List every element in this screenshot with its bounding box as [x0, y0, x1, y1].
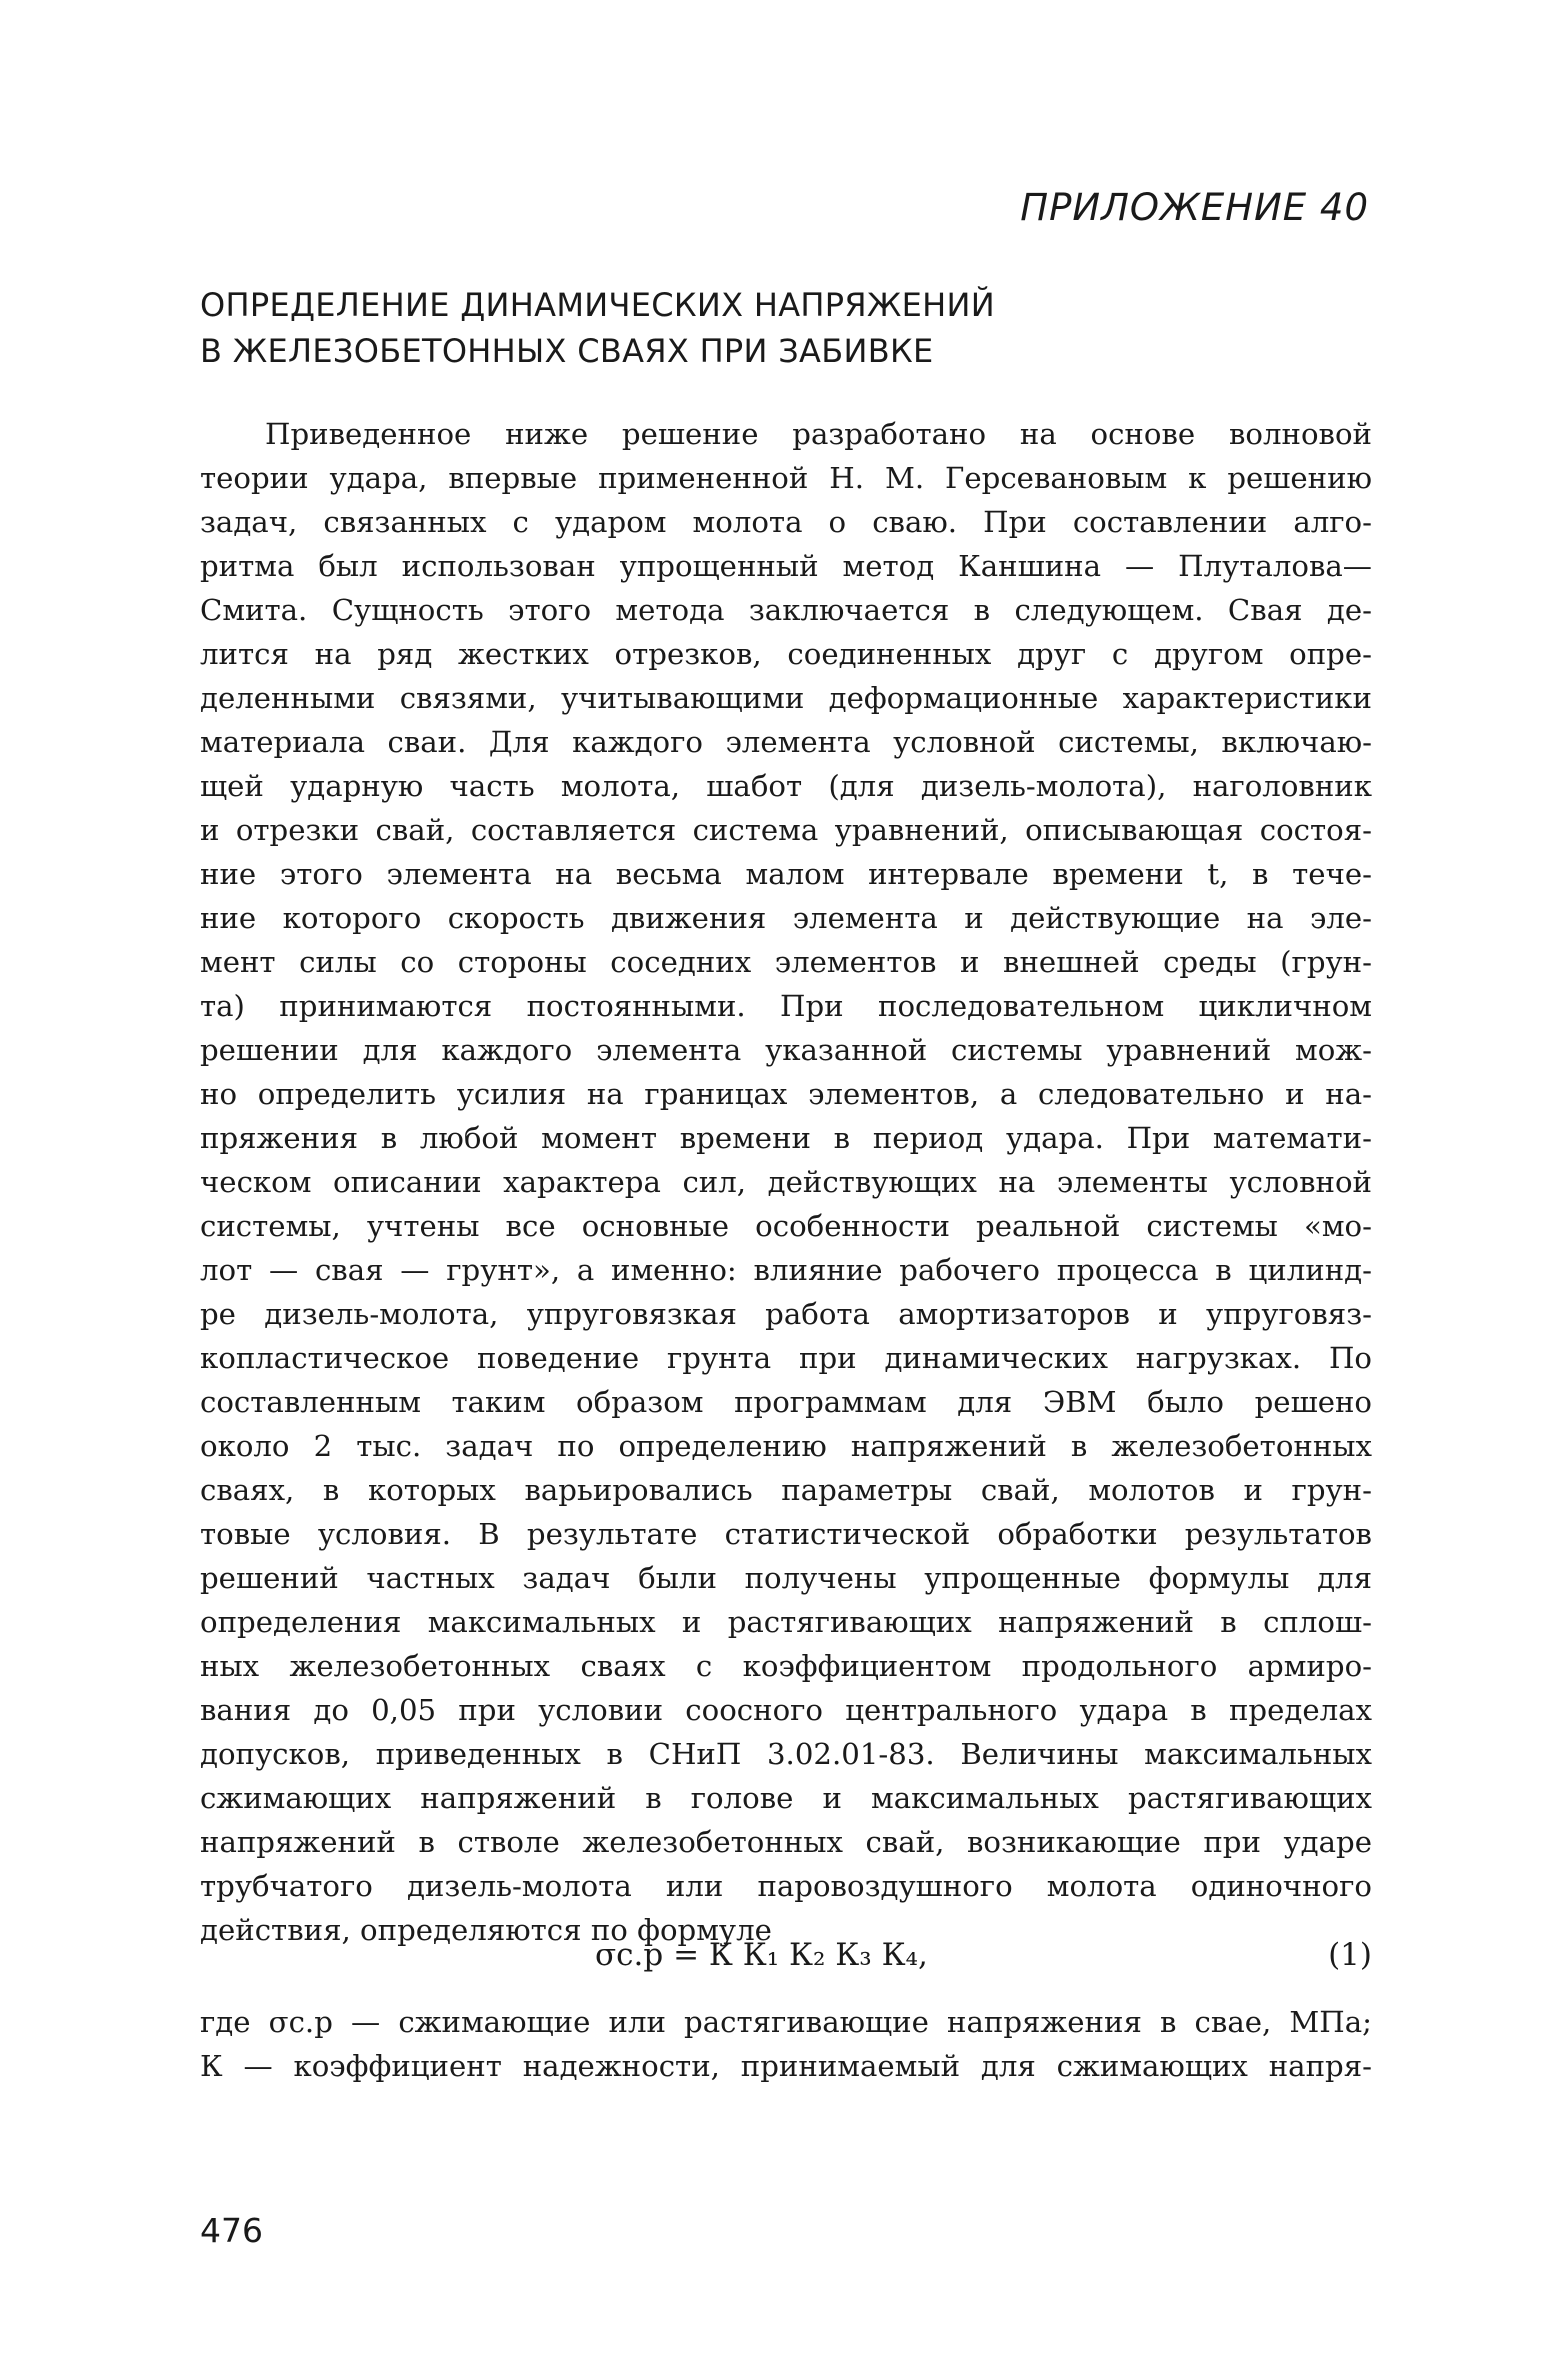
text-line: вания до 0,05 при условии соосного центрального удара в пределах: [200, 1693, 1372, 1727]
equation-number: (1): [1328, 1937, 1372, 1973]
text-line: Смита. Сущность этого метода заключается в следующем. Свая де-: [200, 593, 1372, 627]
text-line: решении для каждого элемента указанной системы уравнений мож-: [200, 1033, 1372, 1067]
title-line: ОПРЕДЕЛЕНИЕ ДИНАМИЧЕСКИХ НАПРЯЖЕНИЙ: [200, 286, 996, 324]
text-line: ческом описании характера сил, действующих на элементы условной: [200, 1165, 1372, 1199]
text-line: деленными связями, учитывающими деформационные характеристики: [200, 681, 1372, 715]
text-line: материала сваи. Для каждого элемента условной системы, включаю-: [200, 725, 1372, 759]
text-line: ре дизель-молота, упруговязкая работа амортизаторов и упруговяз-: [200, 1297, 1372, 1331]
text-line: Приведенное ниже решение разработано на основе волновой: [265, 417, 1372, 451]
text-line: ние которого скорость движения элемента и действующие на эле-: [200, 901, 1372, 935]
text-line: сваях, в которых варьировались параметры свай, молотов и грун-: [200, 1473, 1372, 1507]
text-line: копластическое поведение грунта при динамических нагрузках. По: [200, 1341, 1372, 1375]
text-line: теории удара, впервые примененной Н. М. Герсевановым к решению: [200, 461, 1372, 495]
text-line: и отрезки свай, составляется система уравнений, описывающая состоя-: [200, 813, 1372, 847]
text-line: пряжения в любой момент времени в период удара. При математи-: [200, 1121, 1372, 1155]
text-line: задач, связанных с ударом молота о сваю. При составлении алго-: [200, 505, 1372, 539]
text-line: ритма был использован упрощенный метод Каншина — Плуталова—: [200, 549, 1372, 583]
text-line: товые условия. В результате статистической обработки результатов: [200, 1517, 1372, 1551]
text-line: напряжений в стволе железобетонных свай, возникающие при ударе: [200, 1825, 1372, 1859]
text-line: но определить усилия на границах элементов, а следовательно и на-: [200, 1077, 1372, 1111]
body-paragraph: [200, 412, 1372, 1952]
text-line: К — коэффициент надежности, принимаемый для сжимающих напря-: [200, 2049, 1372, 2083]
text-line: сжимающих напряжений в голове и максимальных растягивающих: [200, 1781, 1372, 1815]
appendix-label: ПРИЛОЖЕНИЕ 40: [1020, 186, 1369, 229]
equation-row: [200, 1937, 1372, 1985]
text-line: около 2 тыс. задач по определению напряжений в железобетонных: [200, 1429, 1372, 1463]
title-line: В ЖЕЛЕЗОБЕТОННЫХ СВАЯХ ПРИ ЗАБИВКЕ: [200, 332, 934, 370]
page-number: 476: [200, 2211, 263, 2250]
text-line: составленным таким образом программам для ЭВМ было решено: [200, 1385, 1372, 1419]
text-line: где σс.р — сжимающие или растягивающие напряжения в свае, МПа;: [200, 2005, 1372, 2039]
text-line: трубчатого дизель-молота или паровоздушного молота одиночного: [200, 1869, 1372, 1903]
text-line: ние этого элемента на весьма малом интервале времени t, в тече-: [200, 857, 1372, 891]
text-line: та) принимаются постоянными. При последовательном цикличном: [200, 989, 1372, 1023]
text-line: мент силы со стороны соседних элементов и внешней среды (грун-: [200, 945, 1372, 979]
text-line: действия, определяются по формуле: [200, 1913, 772, 1947]
text-line: допусков, приведенных в СНиП 3.02.01-83. Величины максимальных: [200, 1737, 1372, 1771]
equation: σс.р = К К₁ К₂ К₃ К₄,: [595, 1937, 928, 1973]
text-line: ных железобетонных сваях с коэффициентом продольного армиро-: [200, 1649, 1372, 1683]
text-line: системы, учтены все основные особенности реальной системы «мо-: [200, 1209, 1372, 1243]
text-line: лот — свая — грунт», а именно: влияние рабочего процесса в цилинд-: [200, 1253, 1372, 1287]
text-line: решений частных задач были получены упрощенные формулы для: [200, 1561, 1372, 1595]
definitions-paragraph: [200, 2000, 1372, 2088]
text-line: щей ударную часть молота, шабот (для дизель-молота), наголовник: [200, 769, 1372, 803]
section-title: [200, 282, 1370, 374]
text-line: лится на ряд жестких отрезков, соединенных друг с другом опре-: [200, 637, 1372, 671]
text-line: определения максимальных и растягивающих напряжений в сплош-: [200, 1605, 1372, 1639]
